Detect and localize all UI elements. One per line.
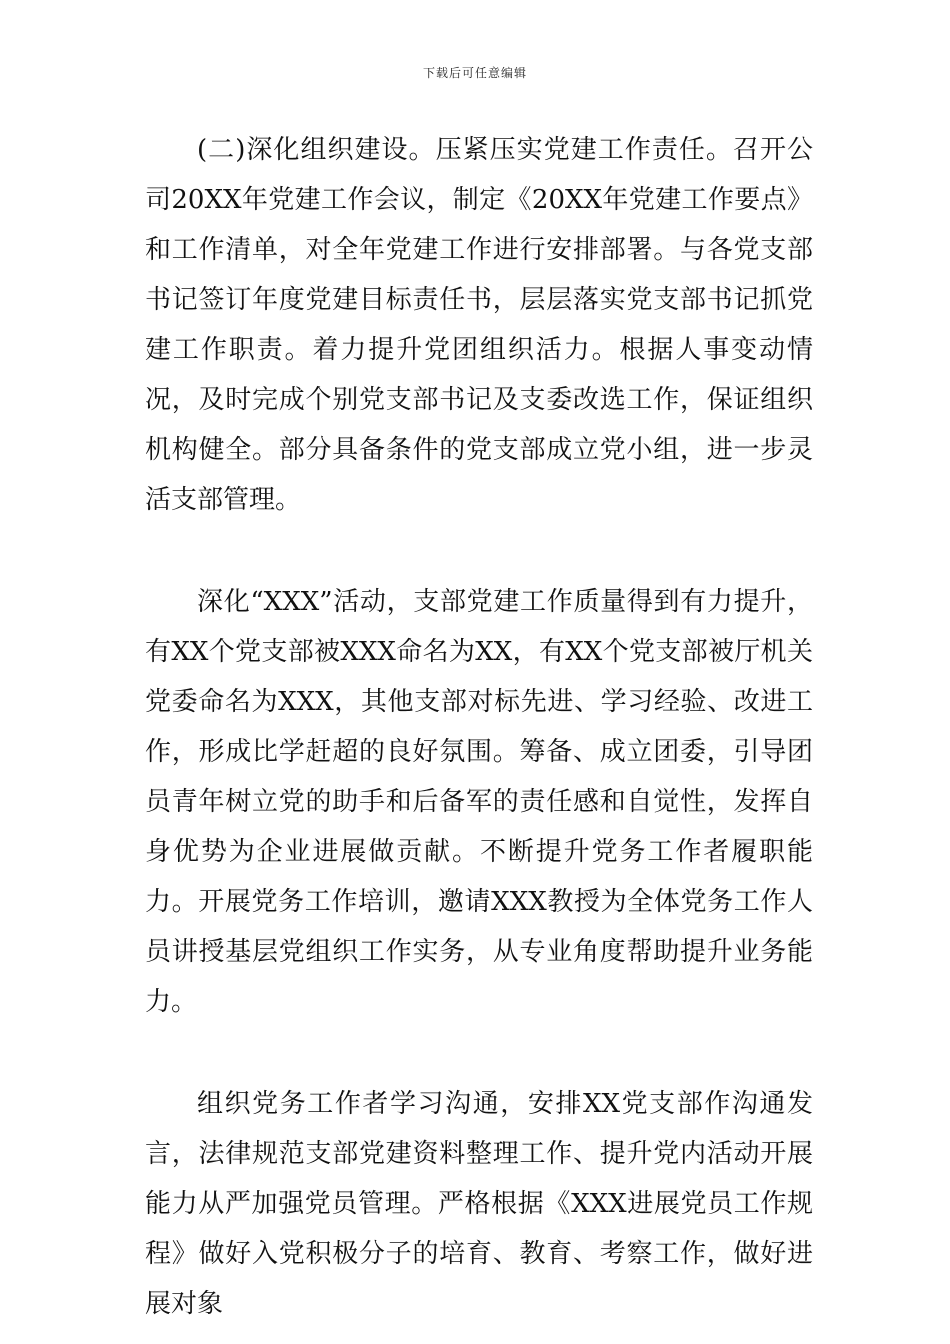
paragraph-organization-building: (二)深化组织建设。压紧压实党建工作责任。召开公司20XX年党建工作会议，制定《20XX年党建工作要点》和工作清单，对全年党建工作进行安排部署。与各党支部书记签订年度党建目标责任书，层层落实党支部书记抓党建工作职责。着力提升党团组织活力。根据人事变动情况，及时完成个别党支部书记及支委改选工作，保证组织机构健全。部分具备条件的党支部成立党小组，进一步灵活支部管理。: [145, 135, 813, 515]
paragraph-party-affairs-exchange: 组织党务工作者学习沟通，安排XX党支部作沟通发言，法律规范支部党建资料整理工作、提升党内活动开展能力从严加强党员管理。严格根据《XXX进展党员工作规程》做好入党积极分子的培育、教育、考察工作，做好进展对象: [145, 1089, 813, 1319]
document-body: [145, 125, 813, 1329]
page-header: 下载后可任意编辑: [422, 66, 527, 80]
paragraph-xxx-activity: 深化“XXX”活动，支部党建工作质量得到有力提升，有XX个党支部被XXX命名为XX，有XX个党支部被厅机关党委命名为XXX，其他支部对标先进、学习经验、改进工作，形成比学赶超的良好氛围。筹备、成立团委，引导团员青年树立党的助手和后备军的责任感和自觉性，发挥自身优势为企业进展做贡献。不断提升党务工作者履职能力。开展党务工作培训，邀请XXX教授为全体党务工作人员讲授基层党组织工作实务，从专业角度帮助提升业务能力。: [145, 587, 813, 1017]
